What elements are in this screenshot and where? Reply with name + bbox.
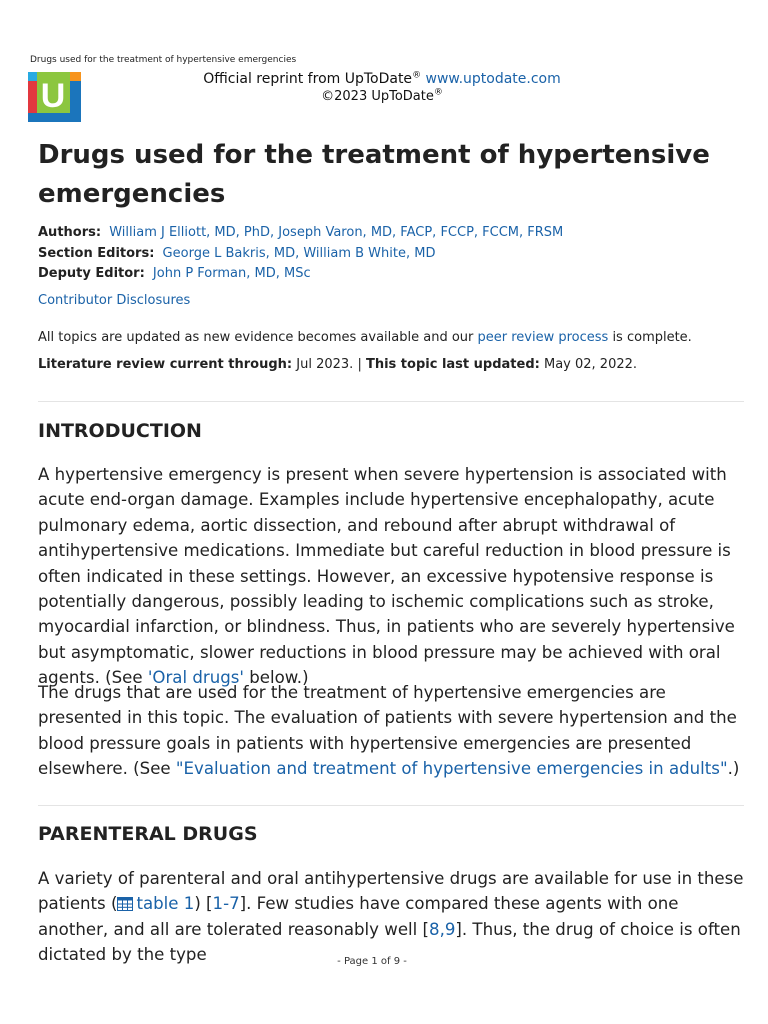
divider (38, 805, 744, 806)
evaluation-topic-link[interactable]: "Evaluation and treatment of hypertensive emergencies in adults" (175, 759, 728, 779)
registered-mark: ® (412, 70, 422, 81)
page-number-footer: - Page 1 of 9 - (337, 956, 407, 967)
paragraph-text: ) [ (194, 894, 213, 914)
table-icon (117, 897, 133, 911)
oral-drugs-link[interactable]: 'Oral drugs' (147, 668, 244, 688)
paragraph-text-tail: ]. Thus, the drug of choice is often dictated by the type (38, 919, 741, 965)
authors-row (38, 224, 563, 242)
parenteral-drugs-heading: PARENTERAL DRUGS (38, 823, 258, 845)
section-editors-row (38, 245, 435, 263)
last-updated-date: May 02, 2022. (543, 357, 638, 372)
literature-review-line (38, 357, 637, 372)
paragraph-text: A hypertensive emergency is present when severe hypertension is associated with acute end-organ damage. Examples include hypertensive encephalopathy, acute pulmonary edema, aortic dissection, and rebound after abrupt withdrawal of antihypertensive medications. Immediate but careful reduction in blood pressure is often indicated in these settings. However, an excessive hypotensive response is potentially dangerous, possibly leading to ischemic complications such as stroke, myocardial infarction, or blindness. Thus, in patients who are severely hypertensive but asymptomatic, slower reductions in blood pressure may be achieved with oral agents. (See (38, 465, 735, 688)
deputy-editor-link[interactable]: John P Forman, MD, MSc (152, 266, 311, 281)
paragraph-text-tail: below.) (243, 668, 309, 688)
section-editors-links[interactable]: George L Bakris, MD, William B White, MD (162, 246, 436, 261)
logo-letter: U (40, 77, 66, 115)
section-editors-label: Section Editors: (38, 246, 155, 261)
registered-mark: ® (433, 87, 443, 98)
lit-review-label: Literature review current through: (38, 357, 293, 372)
reference-link-1-7[interactable]: 1-7 (212, 894, 240, 914)
table-1-link[interactable] (117, 894, 194, 913)
page-title: Drugs used for the treatment of hypertensive emergencies (38, 140, 710, 209)
peer-review-link[interactable]: peer review process (477, 330, 609, 345)
reprint-text: Official reprint from UpToDate (203, 71, 413, 87)
running-head: Drugs used for the treatment of hypertensive emergencies (30, 55, 297, 65)
copyright-text: ©2023 UpToDate (321, 89, 434, 104)
update-note-text: All topics are updated as new evidence becomes available and our (38, 330, 478, 345)
uptodate-link[interactable]: www.uptodate.com (425, 71, 561, 87)
reference-link-8-9[interactable]: 8,9 (429, 919, 456, 939)
deputy-editor-row (38, 265, 311, 283)
deputy-editor-label: Deputy Editor: (38, 266, 145, 281)
separator: | (357, 357, 362, 372)
authors-label: Authors: (38, 225, 102, 240)
paragraph-text: A variety of parenteral and oral antihypertensive drugs are available for use in these patients ( (38, 869, 744, 914)
contributor-disclosures-link[interactable]: Contributor Disclosures (38, 293, 191, 308)
paragraph-text-tail: .) (727, 759, 740, 779)
lit-review-date: Jul 2023. (296, 357, 354, 372)
paragraph-text: ]. Few studies have compared these agents with one another, and all are tolerated reasonably well [ (38, 894, 679, 939)
reprint-line (0, 71, 764, 87)
table-link-label: table 1 (136, 894, 195, 914)
copyright-line (0, 89, 764, 104)
paragraph-text: The drugs that are used for the treatment of hypertensive emergencies are presented in this topic. The evaluation of patients with severe hypertension and the blood pressure goals in patients with hypertensive emergencies are presented elsewhere. (See (38, 683, 737, 779)
introduction-paragraph-1 (38, 462, 746, 691)
update-note (38, 330, 692, 345)
divider (38, 401, 744, 402)
introduction-paragraph-2 (38, 680, 746, 782)
authors-links[interactable]: William J Elliott, MD, PhD, Joseph Varon, MD, FACP, FCCP, FCCM, FRSM (109, 225, 564, 240)
update-note-tail: is complete. (608, 330, 692, 345)
introduction-heading: INTRODUCTION (38, 420, 202, 442)
last-updated-label: This topic last updated: (365, 357, 540, 372)
